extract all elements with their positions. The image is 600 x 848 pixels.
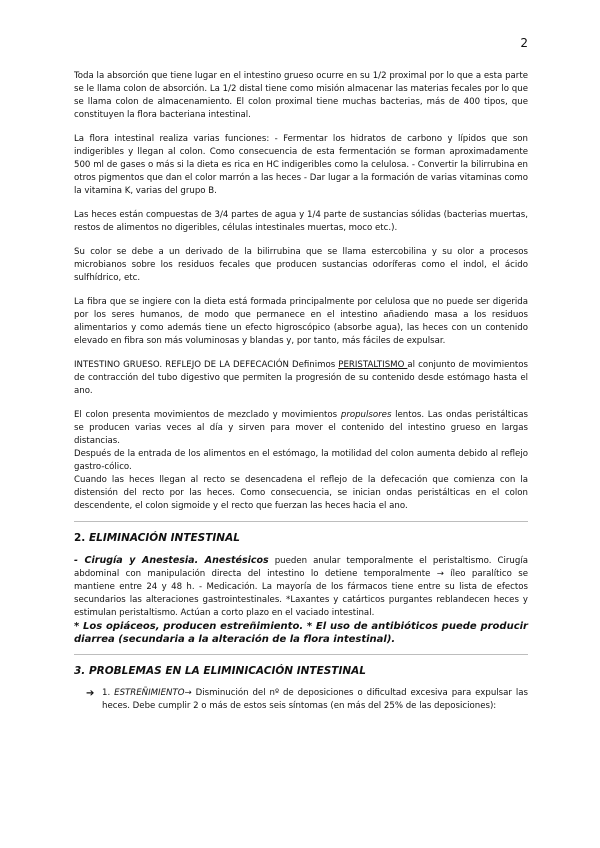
page-number: 2 — [520, 36, 528, 50]
section-divider — [74, 521, 528, 522]
estrenimiento-text: 1. ESTREÑIMIENTO→ Disminución del nº de deposiciones o dificultad excesiva para expulsar las heces. Debe cumplir 2 o más de estos seis síntomas (en más del 25% de las deposiciones): — [102, 688, 529, 711]
paragraph-reflejo-defecacion: Cuando las heces llegan al recto se desencadena el reflejo de la defecación que comienza con la distensión del recto por las heces. Como consecuencia, se inician ondas peristálticas en el colon descendente, el colon sigmoide y el recto que fuerzan las heces hacia el ano. — [74, 475, 528, 511]
movimientos-b: lentos. Las ondas peristálticas se producen varias veces al día y sirven para mover el contenido del intestino grueso en largas distancias. — [74, 410, 528, 446]
movimientos-a: El colon presenta movimientos de mezclado y movimientos — [74, 410, 341, 420]
paragraph-opiaceos-note: * Los opiáceos, producen estreñimiento. * El uso de antibióticos puede producir diarrea (secundaria a la alteración de la flora intestinal). — [74, 621, 528, 645]
arrow-right-icon: ➔ — [86, 688, 95, 699]
paragraph-movimientos — [74, 409, 528, 448]
cirugia-body: pueden anular temporalmente el peristaltismo. Cirugía abdominal con manipulación directa del intestino lo detiene temporalmente → íleo paralítico se mantiene entre 24 y 48 h. - Medicación. La mayoría de los fármacos tiene entre su lista de efectos secundarios las alteraciones gastrointestinales. *Laxantes y catárticos purgantes reblandecen heces y estimulan peristaltismo. Actúan a corto plazo en el vaciado intestinal. — [74, 556, 528, 618]
section-2-title: 2. ELIMINACIÓN INTESTINAL — [74, 532, 240, 544]
paragraph-cirugia — [74, 554, 528, 620]
paragraph-absorcion: Toda la absorción que tiene lugar en el intestino grueso ocurre en su 1/2 proximal por lo que a esta parte se le llama colon de absorción. La 1/2 distal tiene como misión almacenar las materias fecales por lo que se llama colon de almacenamiento. El colon proximal tiene muchas bacterias, más de 400 tipos, que constituyen la flora bacteriana intestinal. — [74, 71, 528, 120]
paragraph-heces-composicion: Las heces están compuestas de 3/4 partes de agua y 1/4 parte de sustancias sólidas (bacterias muertas, restos de alimentos no digeribles, células intestinales muertas, moco etc.). — [74, 210, 528, 233]
paragraph-flora: La flora intestinal realiza varias funciones: - Fermentar los hidratos de carbono y lípidos que son indigeribles y llegan al colon. Como consecuencia de esta fermentación se forman aproximadamente 500 ml de gases o más si la dieta es rica en HC indigeribles como la celulosa. - Convertir la bilirrubina en otros pigmentos que dan el color marrón a las heces - Dar lugar a la formación de varias vitaminas como la vitamina K, varias del grupo B. — [74, 134, 528, 196]
paragraph-color-olor: Su color se debe a un derivado de la bilirrubina que se llama estercobilina y su olor a procesos microbianos sobre los residuos fecales que producen sustancias odoríferas como el indol, el ácido sulfhídrico, etc. — [74, 247, 528, 283]
list-item-estrenimiento — [86, 687, 528, 713]
arrow-right-icon: → — [184, 688, 192, 698]
peristaltismo-term: PERISTALTISMO — [338, 360, 408, 370]
cirugia-lead: - Cirugía y Anestesia. Anestésicos — [74, 555, 269, 566]
section-divider — [74, 654, 528, 655]
propulsores-term: propulsores — [340, 410, 392, 420]
peristaltismo-lead: INTESTINO GRUESO. REFLEJO DE LA DEFECACIÓN Definimos — [74, 360, 339, 370]
paragraph-fibra: La fibra que se ingiere con la dieta está formada principalmente por celulosa que no puede ser digerida por los seres humanos, de modo que permanece en el intestino añadiendo masa a los residuos alimentarios y como además tiene un efecto higroscópico (absorbe agua), las heces con un contenido elevado en fibra son más voluminosas y blandas y, por tanto, más fáciles de expulsar. — [74, 297, 528, 346]
document-body — [74, 70, 528, 713]
paragraph-peristaltismo — [74, 359, 528, 398]
paragraph-reflejo-gastrocolico: Después de la entrada de los alimentos en el estómago, la motilidad del colon aumenta debido al reflejo gastro-cólico. — [74, 449, 528, 472]
section-3-title: 3. PROBLEMAS EN LA ELIMINICACIÓN INTESTINAL — [74, 665, 366, 677]
peristaltismo-rest: al conjunto de movimientos de contracción del tubo digestivo que permiten la progresión de su contenido desde estómago hasta el ano. — [74, 360, 528, 396]
estrenimiento-term: ESTREÑIMIENTO — [114, 688, 185, 698]
